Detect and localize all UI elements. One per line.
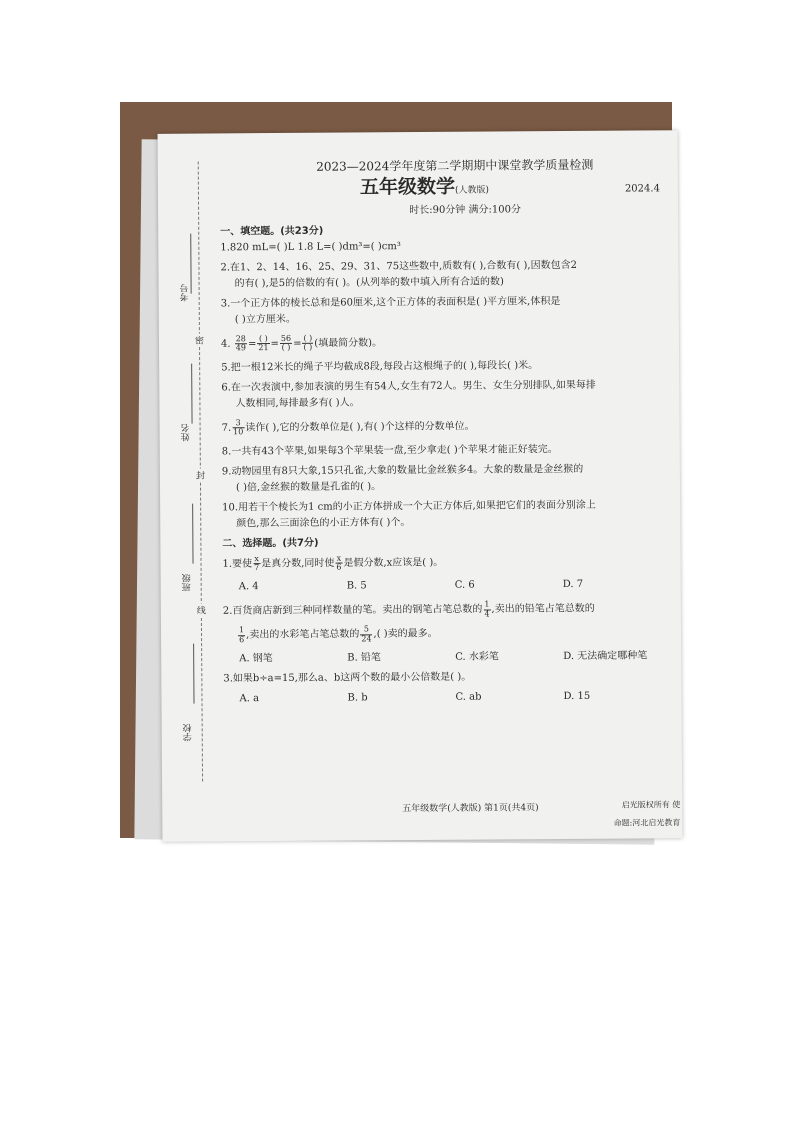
class-blank bbox=[192, 504, 193, 564]
question-6: 6.在一次表演中,参加表演的男生有54人,女生有72人。男生、女生分别排队,如果每排 bbox=[221, 379, 596, 394]
class-label: 班级 bbox=[182, 573, 193, 592]
question-3-cont: ( )立方厘米。 bbox=[234, 313, 296, 326]
question-3: 3.一个正方体的棱长总和是60厘米,这个正方体的表面积是( )平方厘米,体积是 bbox=[220, 296, 561, 310]
fraction: $\frac{1}{6}$ bbox=[238, 625, 245, 644]
fraction: $\frac{x}{7}$ bbox=[254, 553, 260, 573]
choice-options-2 bbox=[239, 651, 673, 664]
question-8: 8.一共有43个苹果,如果每3个苹果装一盘,至少拿走( )个苹果才能正好装完。 bbox=[221, 443, 558, 457]
fraction: $\frac{( )}{21}$ bbox=[258, 334, 269, 353]
exam-meta: 时长:90分钟 满分:100分 bbox=[409, 204, 521, 217]
question-10-cont: 颜色,那么三面涂色的小正方体有( )个。 bbox=[236, 516, 411, 529]
choice-options-3 bbox=[239, 691, 673, 704]
option-c: C. 6 bbox=[454, 579, 475, 592]
question-6-cont: 人数相同,每排最多有( )人。 bbox=[235, 397, 360, 410]
choice-question-2-cont: $\frac{1}{6}$ ,卖出的水彩笔占笔总数的 $\frac{5}{24}$ ,( )卖的最多。 bbox=[238, 624, 438, 644]
binding-margin bbox=[158, 133, 218, 841]
option-b: B. b bbox=[347, 692, 368, 704]
question-7: 7. $\frac{3}{10}$ 读作( ),它的分数单位是( ),有( )个这样的分数单位。 bbox=[221, 418, 475, 437]
photo-background bbox=[120, 102, 681, 838]
option-d: D. 7 bbox=[562, 579, 584, 591]
choice-options-1 bbox=[239, 580, 673, 593]
exam-title: 五年级数学(人教版) bbox=[359, 175, 490, 199]
edition-label: (人教版) bbox=[454, 185, 490, 196]
seal-xian: 线 bbox=[197, 603, 206, 616]
section1-heading: 一、填空题。(共23分) bbox=[220, 225, 324, 238]
question-2-cont: 的有( ),是5的倍数的有( )。(从列举的数中填入所有合适的数) bbox=[234, 276, 504, 290]
exam-no-blank bbox=[190, 234, 191, 294]
copyright-note: 启光版权所有 使 bbox=[621, 800, 681, 810]
fraction: $\frac{56}{( )}$ bbox=[280, 333, 292, 353]
seal-feng: 封 bbox=[196, 469, 205, 482]
question-9: 9.动物园里有8只大象,15只孔雀,大象的数量比金丝猴多4。大象的数量是金丝猴的 bbox=[221, 463, 584, 477]
author-note: 命题:河北启光教育 bbox=[613, 818, 681, 828]
fraction: $\frac{1}{4}$ bbox=[484, 599, 490, 619]
question-9-cont: ( )倍,金丝猴的数量是孔雀的( )。 bbox=[235, 480, 382, 493]
exam-content bbox=[220, 158, 674, 714]
school-label: 学校 bbox=[183, 723, 194, 742]
choice-question-1: 1.要使 $\frac{x}{7}$ 是真分数,同时使 $\frac{x}{6}$ 是假分数,x应该是( )。 bbox=[222, 553, 444, 573]
exam-no-label: 考号 bbox=[180, 283, 191, 302]
seal-mi: 密 bbox=[195, 334, 204, 347]
option-c: C. 水彩笔 bbox=[455, 651, 499, 663]
name-blank bbox=[191, 364, 192, 424]
option-a: A. 钢笔 bbox=[239, 652, 273, 665]
fraction: $\frac{28}{49}$ bbox=[235, 334, 246, 353]
fraction: $\frac{x}{6}$ bbox=[336, 553, 342, 572]
question-4: 4. $\frac{28}{49}$ = $\frac{( )}{21}$ = $\frac{56}{( )}$ = $\frac{( )}{( )}$ (填最简分数)。 bbox=[220, 333, 383, 353]
fraction: $\frac{3}{10}$ bbox=[233, 418, 244, 437]
fraction: $\frac{( )}{( )}$ bbox=[303, 333, 313, 353]
fraction: $\frac{5}{24}$ bbox=[361, 624, 372, 643]
section2-heading: 二、选择题。(共7分) bbox=[222, 537, 319, 549]
school-blank bbox=[193, 644, 194, 704]
option-b: B. 5 bbox=[346, 580, 367, 592]
option-d: D. 15 bbox=[563, 690, 591, 702]
option-a: A. a bbox=[239, 693, 260, 705]
choice-question-2: 2.百货商店新到三种同样数量的笔。卖出的钢笔占笔总数的 $\frac{1}{4}$ ,卖出的铅笔占笔总数的 bbox=[222, 599, 595, 619]
question-2: 2.在1、2、14、16、25、29、31、75这些数中,质数有( ),合数有( ),因数包含2 bbox=[220, 259, 577, 274]
exam-date: 2024.4 bbox=[624, 183, 660, 195]
option-d: D. 无法确定哪种笔 bbox=[563, 650, 648, 662]
exam-sheet bbox=[158, 130, 683, 842]
option-b: B. 铅笔 bbox=[347, 652, 381, 664]
exam-header: 2023—2024学年度第二学期期中课堂教学质量检测 bbox=[316, 157, 594, 174]
choice-question-3: 3.如果b÷a=15,那么a、b这两个数的最小公倍数是( )。 bbox=[223, 671, 472, 685]
question-1: 1.820 mL=( )L 1.8 L=( )dm³=( )cm³ bbox=[220, 241, 401, 254]
option-c: C. ab bbox=[455, 691, 482, 703]
question-5: 5.把一根12米长的绳子平均截成8段,每段占这根绳子的( ),每段长( )米。 bbox=[221, 359, 539, 374]
option-a: A. 4 bbox=[238, 581, 259, 593]
question-10: 10.用若干个棱长为1 cm的小正方体拼成一个大正方体后,如果把它们的表面分别涂上 bbox=[222, 499, 596, 513]
name-label: 姓名 bbox=[181, 423, 192, 442]
page-footer: 五年级数学(人教版) 第1页(共4页) bbox=[402, 803, 539, 815]
